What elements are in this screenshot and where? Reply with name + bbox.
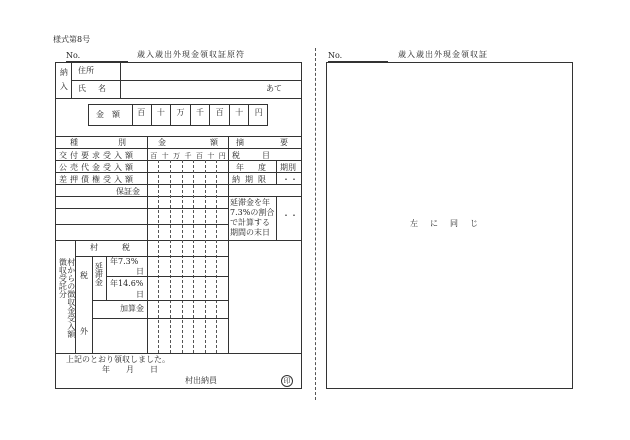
amount-col-digit: 十: [161, 152, 169, 160]
late-rate-1: 年7.3%: [110, 257, 139, 266]
amount-col-digit: 万: [173, 152, 181, 160]
left-no-label: No.: [66, 51, 81, 60]
honorific: あて: [266, 84, 282, 93]
amount-col-digits: [148, 151, 228, 161]
remark-installment: 期別: [280, 163, 296, 172]
amount-digit: 千: [191, 104, 211, 126]
row-label: 保証金: [116, 187, 140, 196]
receipt-note: 上記のとおり領収しました。: [66, 355, 170, 364]
amount-col-digit: 千: [184, 152, 192, 160]
seal-icon: 印: [281, 375, 293, 387]
same-as-left: 左に同じ: [410, 219, 490, 228]
header-remarks: 摘要: [236, 138, 324, 147]
remark-deadline: 納期限: [232, 175, 271, 184]
amount-label: 金額: [96, 110, 128, 119]
village-tax: 村税: [90, 243, 154, 252]
amount-col-digit: 円: [218, 152, 226, 160]
cashier: 村出納員: [185, 376, 217, 385]
late-fee-label: 延滞金: [94, 262, 104, 286]
date-year: 年: [102, 365, 110, 374]
late-rate-1-day: 日: [136, 267, 144, 276]
remark-late-note-4: 期間の末日: [230, 228, 270, 237]
name-label: 氏名: [78, 84, 118, 93]
amount-col-digit: 百: [195, 152, 203, 160]
date-day: 日: [150, 365, 158, 374]
remark-dots: ・・: [282, 175, 298, 184]
address-label-cell: [78, 67, 114, 75]
other-label: 外: [80, 327, 88, 336]
amount-digit-header: [132, 104, 268, 126]
amount-digit: 百: [132, 104, 152, 126]
amount-col-digit: 百: [150, 152, 158, 160]
amount-digit: 十: [152, 104, 172, 126]
surcharge: 加算金: [120, 304, 144, 313]
remark-tax-item: 税目: [232, 151, 292, 160]
header-amount: 金額: [158, 138, 262, 147]
row-label: 交付要求受入額: [59, 151, 136, 160]
late-rate-2-day: 日: [136, 290, 144, 299]
row-label: 公売代金受入額: [59, 163, 136, 172]
remark-late-note-3: で計算する: [230, 218, 270, 227]
late-rate-2: 年14.6%: [110, 279, 144, 288]
amount-digit: 円: [254, 108, 263, 117]
collection-label: 村からの徴収金受入額徴収受託分: [58, 258, 76, 338]
amount-digit: 万: [171, 104, 191, 126]
left-title: 歳入歳出外現金領収証原符: [137, 50, 245, 59]
remark-year: 年度: [236, 163, 280, 172]
perforation-line: [315, 48, 316, 400]
amount-digit: 百: [210, 104, 230, 126]
remark-late-note-2: 7.3%の割合: [230, 208, 275, 217]
remark-late-dots: ・・: [282, 211, 298, 220]
row-label: 差押債権受入額: [59, 175, 136, 184]
amount-col-digit: 十: [207, 152, 215, 160]
address-label: 住所: [78, 66, 94, 75]
remark-late-note-1: 延滞金を年: [230, 198, 270, 207]
right-no-label: No.: [328, 51, 343, 60]
amount-digit: 十: [230, 104, 250, 126]
right-title: 歳入歳出外現金領収証: [398, 50, 488, 59]
date-month: 月: [126, 365, 134, 374]
tax-label: 税: [80, 271, 88, 280]
header-category: 種別: [70, 138, 166, 147]
payer-label: 納入: [59, 68, 69, 96]
form-id: 様式第8号: [53, 35, 91, 44]
